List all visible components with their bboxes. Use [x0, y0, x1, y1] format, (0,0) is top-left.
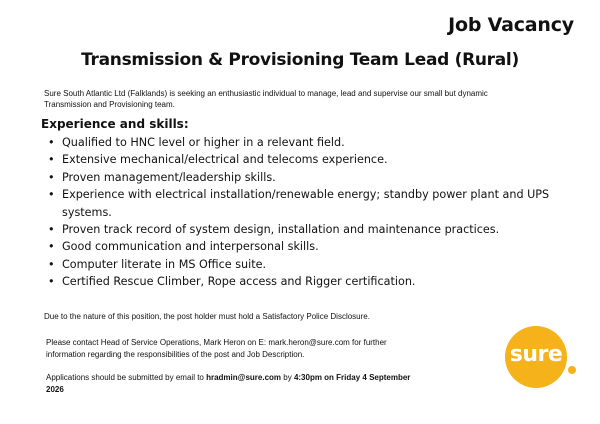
- page-header-title: Job Vacancy: [448, 14, 574, 36]
- job-title: Transmission & Provisioning Team Lead (Rural): [81, 50, 519, 70]
- skill-item: • Proven track record of system design, installation and maintenance practices.: [44, 221, 554, 238]
- intro-line: Transmission and Provisioning team.: [44, 100, 175, 109]
- skill-item: • Experience with electrical installation/renewable energy; standby power plant and UPS systems.: [44, 186, 554, 221]
- application-line: [46, 372, 496, 384]
- skill-item: • Good communication and interpersonal skills.: [44, 238, 554, 255]
- sure-logo-wordmark: sure: [509, 342, 563, 367]
- skill-item: • Extensive mechanical/electrical and telecoms experience.: [44, 151, 554, 168]
- intro-paragraph: [44, 88, 564, 110]
- sure-logo-dot: [568, 366, 576, 374]
- application-middle: by: [281, 373, 294, 382]
- skill-item: • Qualified to HNC level or higher in a relevant field.: [44, 134, 554, 151]
- application-paragraph: [46, 372, 496, 396]
- skill-item: • Certified Rescue Climber, Rope access and Rigger certification.: [44, 273, 554, 290]
- application-prefix: Applications should be submitted by email to: [46, 373, 207, 382]
- police-disclosure-note: Due to the nature of this position, the post holder must hold a Satisfactory Police Disclosure.: [44, 312, 370, 321]
- skills-list: [44, 134, 554, 291]
- contact-paragraph: [46, 337, 496, 361]
- sure-logo: [505, 326, 567, 388]
- application-email-link[interactable]: hradmin@sure.com: [206, 373, 282, 382]
- contact-line: Please contact Head of Service Operations, Mark Heron on E: mark.heron@sure.com for further: [46, 338, 387, 347]
- application-deadline-year: 2026: [46, 385, 64, 394]
- intro-line: Sure South Atlantic Ltd (Falklands) is seeking an enthusiastic individual to manage, lead and supervise our small but dynamic: [44, 89, 488, 98]
- application-deadline: 4:30pm on Friday 4 September: [293, 373, 411, 382]
- skills-heading: Experience and skills:: [41, 117, 189, 131]
- skill-item: • Proven management/leadership skills.: [44, 169, 554, 186]
- skill-item: • Computer literate in MS Office suite.: [44, 256, 554, 273]
- contact-line: information regarding the responsibilities of the post and Job Description.: [46, 350, 305, 359]
